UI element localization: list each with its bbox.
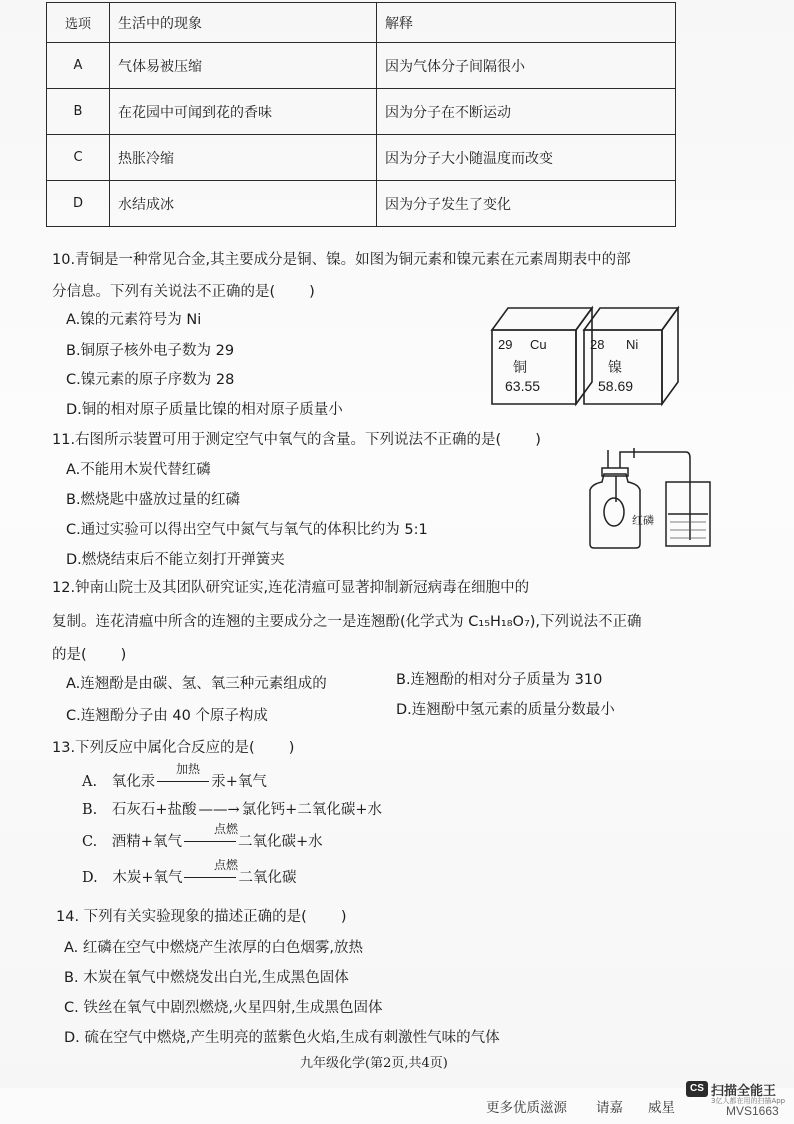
q13-stem-text: 13.下列反应中属化合反应的是( bbox=[52, 740, 255, 756]
q13-c-reactants: 酒精+氧气 bbox=[111, 834, 182, 850]
table-header-row bbox=[47, 3, 676, 43]
q12-paren-close: ) bbox=[120, 647, 127, 663]
scan-footer-mid1: 请嘉 bbox=[596, 1100, 623, 1116]
q13-a-reactants: 氧化汞 bbox=[111, 774, 156, 790]
ni-symbol: Ni bbox=[626, 337, 639, 352]
q11-option-a: A.不能用木炭代替红磷 bbox=[66, 462, 211, 478]
page-footer: 九年级化学(第2页,共4页) bbox=[300, 1056, 448, 1071]
q12-option-d: D.连翘酚中氢元素的质量分数最小 bbox=[396, 702, 615, 718]
table-cell-explanation: 因为分子大小随温度而改变 bbox=[377, 135, 676, 181]
q12-stem-line2: 复制。连花清瘟中所含的连翘的主要成分之一是连翘酚(化学式为 C₁₅H₁₈O₇),下列说法不正确 bbox=[52, 614, 642, 630]
table-row bbox=[47, 181, 676, 227]
table-cell-phenomenon: 水结成冰 bbox=[110, 181, 377, 227]
q13-b-label: B. bbox=[82, 802, 98, 818]
table-cell-option: A bbox=[47, 43, 110, 89]
q14-option-d: D. 硫在空气中燃烧,产生明亮的蓝紫色火焰,生成有刺激性气味的气体 bbox=[64, 1030, 500, 1046]
table-header-phenomenon: 生活中的现象 bbox=[110, 3, 377, 43]
cu-card-top bbox=[492, 308, 592, 330]
scan-brand-sub: 3亿人都在用的扫描App bbox=[711, 1097, 786, 1105]
q12-stem-text: 的是( bbox=[52, 647, 87, 663]
table-row bbox=[47, 43, 676, 89]
q13-d-products: 二氧化碳 bbox=[238, 870, 297, 886]
bottle-stopper bbox=[602, 468, 628, 476]
q13-a-label: A. bbox=[82, 774, 98, 790]
q11-stem-text: 11.右图所示装置可用于测定空气中氧气的含量。下列说法不正确的是( bbox=[52, 432, 502, 448]
gas-bottle bbox=[590, 474, 640, 548]
table-row bbox=[47, 135, 676, 181]
q13-d-label: D. bbox=[82, 870, 98, 886]
scan-brand: 扫描全能王 bbox=[711, 1084, 777, 1099]
q13-option-a bbox=[82, 770, 267, 791]
q11-stem bbox=[52, 428, 541, 449]
q11-paren-close: ) bbox=[535, 432, 541, 448]
table-header-explanation: 解释 bbox=[377, 3, 676, 43]
table-cell-option: D bbox=[47, 181, 110, 227]
table-header-option: 选项 bbox=[47, 3, 110, 43]
q11-option-c: C.通过实验可以得出空气中氮气与氧气的体积比约为 5:1 bbox=[66, 522, 428, 538]
table-cell-option: B bbox=[47, 89, 110, 135]
q10-option-c: C.镍元素的原子序数为 28 bbox=[66, 372, 235, 388]
q14-option-b: B. 木炭在氧气中燃烧发出白光,生成黑色固体 bbox=[64, 970, 349, 986]
q13-c-arrow bbox=[184, 841, 236, 842]
table-cell-explanation: 因为分子发生了变化 bbox=[377, 181, 676, 227]
q10-option-d: D.铜的相对原子质量比镍的相对原子质量小 bbox=[66, 402, 343, 418]
table-cell-explanation: 因为气体分子间隔很小 bbox=[377, 43, 676, 89]
q13-d-condition: 点燃 bbox=[214, 858, 239, 872]
q13-a-condition: 加热 bbox=[176, 762, 201, 776]
q13-d-reactants: 木炭+氧气 bbox=[112, 870, 183, 886]
table-row bbox=[47, 89, 676, 135]
q14-paren-close: ) bbox=[340, 909, 347, 925]
table-cell-explanation: 因为分子在不断运动 bbox=[377, 89, 676, 135]
ni-atomic-number: 28 bbox=[590, 337, 605, 352]
q10-stem-line1: 10.青铜是一种常见合金,其主要成分是铜、镍。如图为铜元素和镍元素在元素周期表中的部 bbox=[52, 252, 631, 268]
ni-card-side bbox=[662, 308, 678, 404]
cu-atomic-number: 29 bbox=[498, 337, 513, 352]
q14-stem bbox=[56, 905, 347, 926]
smoke-cloud bbox=[604, 498, 624, 526]
q12-stem-line3 bbox=[52, 643, 126, 664]
red-phosphorus-label: 红磷 bbox=[632, 514, 654, 527]
q10-paren-close: ) bbox=[309, 284, 315, 300]
q12-option-a: A.连翘酚是由碳、氢、氧三种元素组成的 bbox=[66, 676, 327, 692]
cu-name: 铜 bbox=[513, 360, 527, 376]
q11-option-b: B.燃烧匙中盛放过量的红磷 bbox=[66, 492, 241, 508]
q14-stem-text: 14. 下列有关实验现象的描述正确的是( bbox=[56, 909, 307, 925]
cu-atomic-mass: 63.55 bbox=[505, 378, 541, 394]
q13-option-b bbox=[82, 798, 382, 819]
table-cell-phenomenon: 气体易被压缩 bbox=[110, 43, 377, 89]
ni-atomic-mass: 58.69 bbox=[598, 378, 634, 394]
q10-stem-text: 分信息。下列有关说法不正确的是( bbox=[52, 284, 276, 300]
table-cell-phenomenon: 热胀冷缩 bbox=[110, 135, 377, 181]
q13-d-arrow bbox=[184, 877, 236, 878]
q13-b-arrow: ——→ bbox=[198, 802, 240, 818]
q12-stem-line1: 12.钟南山院士及其团队研究证实,连花清瘟可显著抑制新冠病毒在细胞中的 bbox=[52, 580, 530, 596]
q10-stem-line2 bbox=[52, 280, 315, 301]
q13-b-products: 氯化钙+二氧化碳+水 bbox=[241, 802, 382, 818]
table-cell-option: C bbox=[47, 135, 110, 181]
connecting-tube bbox=[620, 452, 690, 540]
q14-option-a: A. 红磷在空气中燃烧产生浓厚的白色烟雾,放热 bbox=[64, 940, 363, 956]
q14-option-c: C. 铁丝在氧气中剧烈燃烧,火星四射,生成黑色固体 bbox=[64, 1000, 383, 1016]
phenomena-table bbox=[46, 2, 676, 227]
scan-footer-left: 更多优质滋源 bbox=[486, 1100, 567, 1116]
q11-option-d: D.燃烧结束后不能立刻打开弹簧夹 bbox=[66, 552, 285, 568]
ni-name: 镍 bbox=[608, 360, 622, 376]
q13-option-c bbox=[82, 830, 323, 851]
q12-option-b: B.连翘酚的相对分子质量为 310 bbox=[396, 672, 603, 688]
q10-option-b: B.铜原子核外电子数为 29 bbox=[66, 343, 235, 359]
oxygen-apparatus-figure bbox=[576, 440, 716, 552]
q13-b-reactants: 石灰石+盐酸 bbox=[111, 802, 197, 818]
q13-c-products: 二氧化碳+水 bbox=[237, 834, 323, 850]
q10-option-a: A.镍的元素符号为 Ni bbox=[66, 312, 202, 328]
q13-c-condition: 点燃 bbox=[214, 822, 239, 836]
q13-c-label: C. bbox=[82, 834, 98, 850]
q12-option-c: C.连翘酚分子由 40 个原子构成 bbox=[66, 708, 268, 724]
scan-code: MVS1663 bbox=[726, 1104, 779, 1118]
cu-symbol: Cu bbox=[530, 337, 547, 352]
q13-paren-close: ) bbox=[288, 740, 295, 756]
q13-option-d bbox=[82, 866, 296, 887]
camscanner-logo-icon: CS bbox=[686, 1081, 708, 1097]
scan-footer-mid2: 威星 bbox=[648, 1100, 675, 1116]
q13-stem bbox=[52, 736, 294, 757]
q13-a-arrow bbox=[157, 781, 209, 782]
q13-a-products: 汞+氧气 bbox=[211, 774, 267, 790]
table-cell-phenomenon: 在花园中可闻到花的香味 bbox=[110, 89, 377, 135]
